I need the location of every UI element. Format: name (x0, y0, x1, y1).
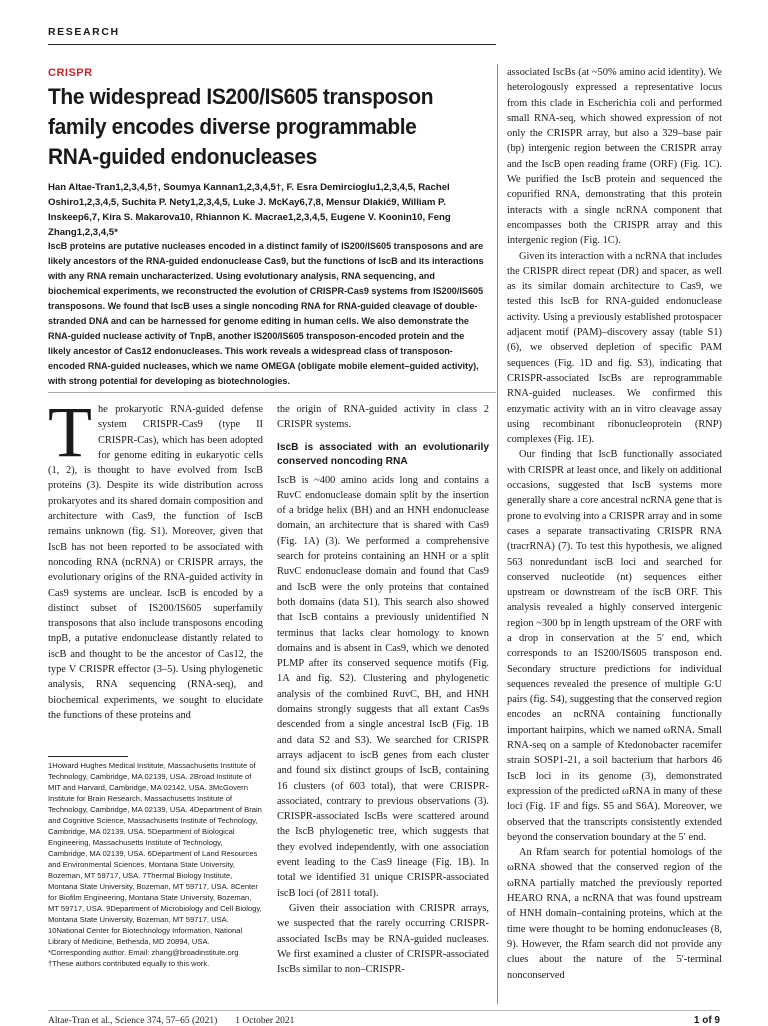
footnotes (48, 760, 263, 969)
equal-contribution-note: †These authors contributed equally to this work. (48, 959, 210, 968)
abstract: IscB proteins are putative nucleases encoded in a distinct family of IS200/IS605 transposons and are likely ancestors of the RNA-guided endonuclease Cas9, but the functions of IscB and its interactions with any RNA remain uncharacterized. Using evolutionary analysis, RNA sequencing, and biochemical experiments, we reconstructed the evolution of CRISPR-Cas9 systems from IS200/IS605 transposons. We found that IscB uses a single noncoding RNA for RNA-guided cleavage of double-stranded DNA and can be harnessed for genome editing in human cells. We also demonstrate the RNA-guided nuclease activity of TnpB, another IS200/IS605 transposon-encoded protein and the likely ancestor of Cas12 endonucleases. This work reveals a widespread class of transposon-encoded RNA-guided nucleases, which we name OMEGA (obligate mobile element–guided activity), with strong potential for developing as biotechnologies. (48, 241, 484, 386)
footer-rule (48, 1010, 720, 1011)
section-subhead: IscB is associated with an evolutionarily conserved noncoding RNA (277, 441, 489, 467)
paragraph: Given their association with CRISPR arrays, we suspected that the rarely occurring CRISPR-associated IscBs may be RNA-guided nucleases. We first examined a cluster of CRISPR-associated IscBs similar to non–CRISPR- (277, 902, 489, 976)
column-rule (497, 64, 498, 1004)
paragraph: An Rfam search for potential homologs of the ωRNA showed that the conserved region of the ωRNA partially matched the previously reported HEARO RNA, a ncRNA that was found upstream of HNH domain–containing proteins, which at the time were thought to be homing endonucleases (8, 9). However, the Rfam search did not provide any clues about the nature of the 5′-terminal nonconserved (507, 847, 722, 981)
page-number: 1 of 9 (693, 1015, 720, 1026)
header-rule (48, 44, 496, 45)
paragraph: Our finding that IscB functionally associated with CRISPR at least once, and likely on additional occasions, suggested that IscB systems more generally share a core ancestral ncRNA gene that is prone to evolving into a CRISPR array and in some cases a separate transactivating CRISPR RNA (tracrRNA) (7). To test this hypothesis, we aligned 563 nonredundant iscB loci and searched for conserved nucleotide (nt) sequences either upstream or downstream of the iscB ORF. This analysis revealed a highly conserved intergenic region ~300 bp in length upstream of the ORF with a drop in conservation at the 5′ end, which corresponds to an IS200/IS605 transposon end. Secondary structure predictions for individual sequences revealed the presence of multiple G:U pairs (fig. S4), suggesting that the conserved region encodes an ncRNA containing functionally important hairpins, which we named ωRNA. Small RNA-seq on a sample of Ktedonobacter racemifer strain SOSP1-21, a soil bacterium that harbors 46 IscB loci in its genome (3), demonstrated expression of the predicted ωRNA in many of these loci (Fig. 1F and figs. S5 and S6A). Moreover, we observed that the transcripts consistently extended beyond the conservation boundary at the 5′ end. (507, 449, 722, 843)
footnote-rule (48, 756, 128, 757)
paragraph: the origin of RNA-guided activity in class 2 CRISPR systems. (277, 404, 489, 431)
citation: Altae-Tran et al., Science 374, 57–65 (2021) (48, 1016, 218, 1026)
body-column-3 (507, 65, 722, 983)
corresponding-author: *Corresponding author. Email: zhang@broadinstitute.org (48, 948, 239, 957)
drop-cap: T (48, 392, 92, 472)
publication-date: 1 October 2021 (235, 1016, 295, 1026)
paragraph: IscB is ~400 amino acids long and contains a RuvC endonuclease domain split by the insertion of a bridge helix (BH) and an HNH endonuclease domain, an architecture that is shared with Cas9 (Fig. 1A) (3). We performed a comprehensive search for proteins containing an HNH or a split RuvC endonuclease domain and found that Cas9 and IscB were the only proteins that contained both domains (data S1). This search also showed that IscB contains a previously unidentified N terminus that lacks clear homology to known domains and is absent in Cas9, which we denoted PLMP after its conserved sequence motifs (Fig. 1A and fig. S2). Clustering and phylogenetic analysis of the combined RuvC, BH, and HNH domains strongly suggests that all extant Cas9s descended from a single ancestral IscB (Fig. 1B and data S2 and S3). We searched for CRISPR arrays adjacent to iscB genes from each cluster and found six distinct groups of IscB, containing 16 clusters (of 603 total), that were CRISPR-associated, contrary to previous observations (3). CRISPR-associated IscBs were scattered around the IscB phylogenetic tree, which suggests that they evolved independently, with one association event leading to the Cas9 lineage (Fig. 1B). In total we identified 31 unique CRISPR-associated iscB loci (of 2811 total). (277, 474, 489, 899)
article-title: The widespread IS200/IS605 transposon family encodes diverse programmable RNA-guided endonucleases (48, 84, 434, 169)
section-tag: CRISPR (48, 67, 93, 79)
affiliations: 1Howard Hughes Medical Institute, Massachusetts Institute of Technology, Cambridge, MA 02139, USA. 2Broad Institute of MIT and Harvard, Cambridge, MA 02142, USA. 3McGovern Institute for Brain Research, Massachusetts Institute of Technology, Cambridge, MA 02139, USA. 4Department of Brain and Cognitive Science, Massachusetts Institute of Technology, Cambridge, MA 02139, USA. 5Department of Biological Engineering, Massachusetts Institute of Technology, Cambridge, MA 02139, USA. 6Department of Land Resources and Environmental Sciences, Montana State University, Bozeman, MT 59717, USA. 7Thermal Biology Institute, Montana State University, Bozeman, MT 59717, USA. 8Center for Biofilm Engineering, Montana State University, Bozeman, MT 59717, USA. 9Department of Microbiology and Cell Biology, Montana State University, Bozeman, MT 59717, USA. 10National Center for Biotechnology Information, National Library of Medicine, Bethesda, MD 20894, USA. (48, 761, 262, 946)
body-column-1 (48, 392, 263, 723)
paragraph: associated IscBs (at ~50% amino acid identity). We heterologously expressed a representative locus from this clade in Escherichia coli and performed small RNA-seq, which showed expression of not only the CRISPR array, but also a 329–base pair (bp) intergenic region between the CRISPR array and the IscB open reading frame (ORF) (Fig. 1C). We purified the IscB protein and sequenced the copurified RNA, demonstrating that this protein interacts with a single ncRNA component that encompasses both the CRISPR array and this intergenic region (Fig. 1C). (507, 67, 722, 247)
abstract-rule (48, 392, 496, 393)
running-head: RESEARCH (48, 26, 120, 38)
author-list: Han Altae-Tran1,2,3,4,5†, Soumya Kannan1,2,3,4,5†, F. Esra Demircioglu1,2,3,4,5, Rachel Oshiro1,2,3,4,5, Suchita P. Nety1,2,3,4,5, Luke J. McKay6,7,8, Mensur Dlakić9, William P. Inskeep6,7, Kira S. Makarova10, Rhiannon K. Macrae1,2,3,4,5, Eugene V. Koonin10, Feng Zhang1,2,3,4,5* (48, 182, 451, 238)
paragraph: he prokaryotic RNA-guided defense system CRISPR-Cas9 (type II CRISPR-Cas), which has been adopted for genome editing in eukaryotic cells (1, 2), is thought to have evolved from IscB proteins (3). Despite its wide distribution across prokaryotes and its shared domain composition and architecture with Cas9, the function of IscB remains unknown (fig. S1). Moreover, given that IscB has not been reported to be associated with noncoding RNA (ncRNA) or CRISPR arrays, the evolutionary origins of the RNA-guided activity in Cas9 systems are unclear. IscB is encoded by a distinct subset of IS200/IS605 superfamily transposons that also include transposons encoding tnpB, a putative endonuclease distantly related to iscB and thought to be the ancestor of Cas12, the type V CRISPR effector (3–5). Using phylogenetic analysis, RNA sequencing (RNA-seq), and biochemical experiments, we sought to elucidate the functions of these proteins and (48, 404, 263, 721)
body-column-2 (277, 402, 489, 977)
footer-citation-block (48, 1016, 294, 1026)
paragraph: Given its interaction with a ncRNA that includes the CRISPR direct repeat (DR) and spacer, as well as its similar domain architecture to Cas9, we tested this IscB for RNA-guided endonuclease activity. Using a previously established protospacer adjacent motif (PAM)–discovery assay (table S1) (6), we observed depletion of specific PAM sequences (Fig. 1D and fig. S3), indicating that CRISPR-associated IscBs are reprogrammable RNA-guided nucleases. We confirmed this enzymatic activity with an in vitro cleavage assay using recombinant ribonucleoprotein (RNP) complexes (Fig. 1E). (507, 250, 722, 446)
